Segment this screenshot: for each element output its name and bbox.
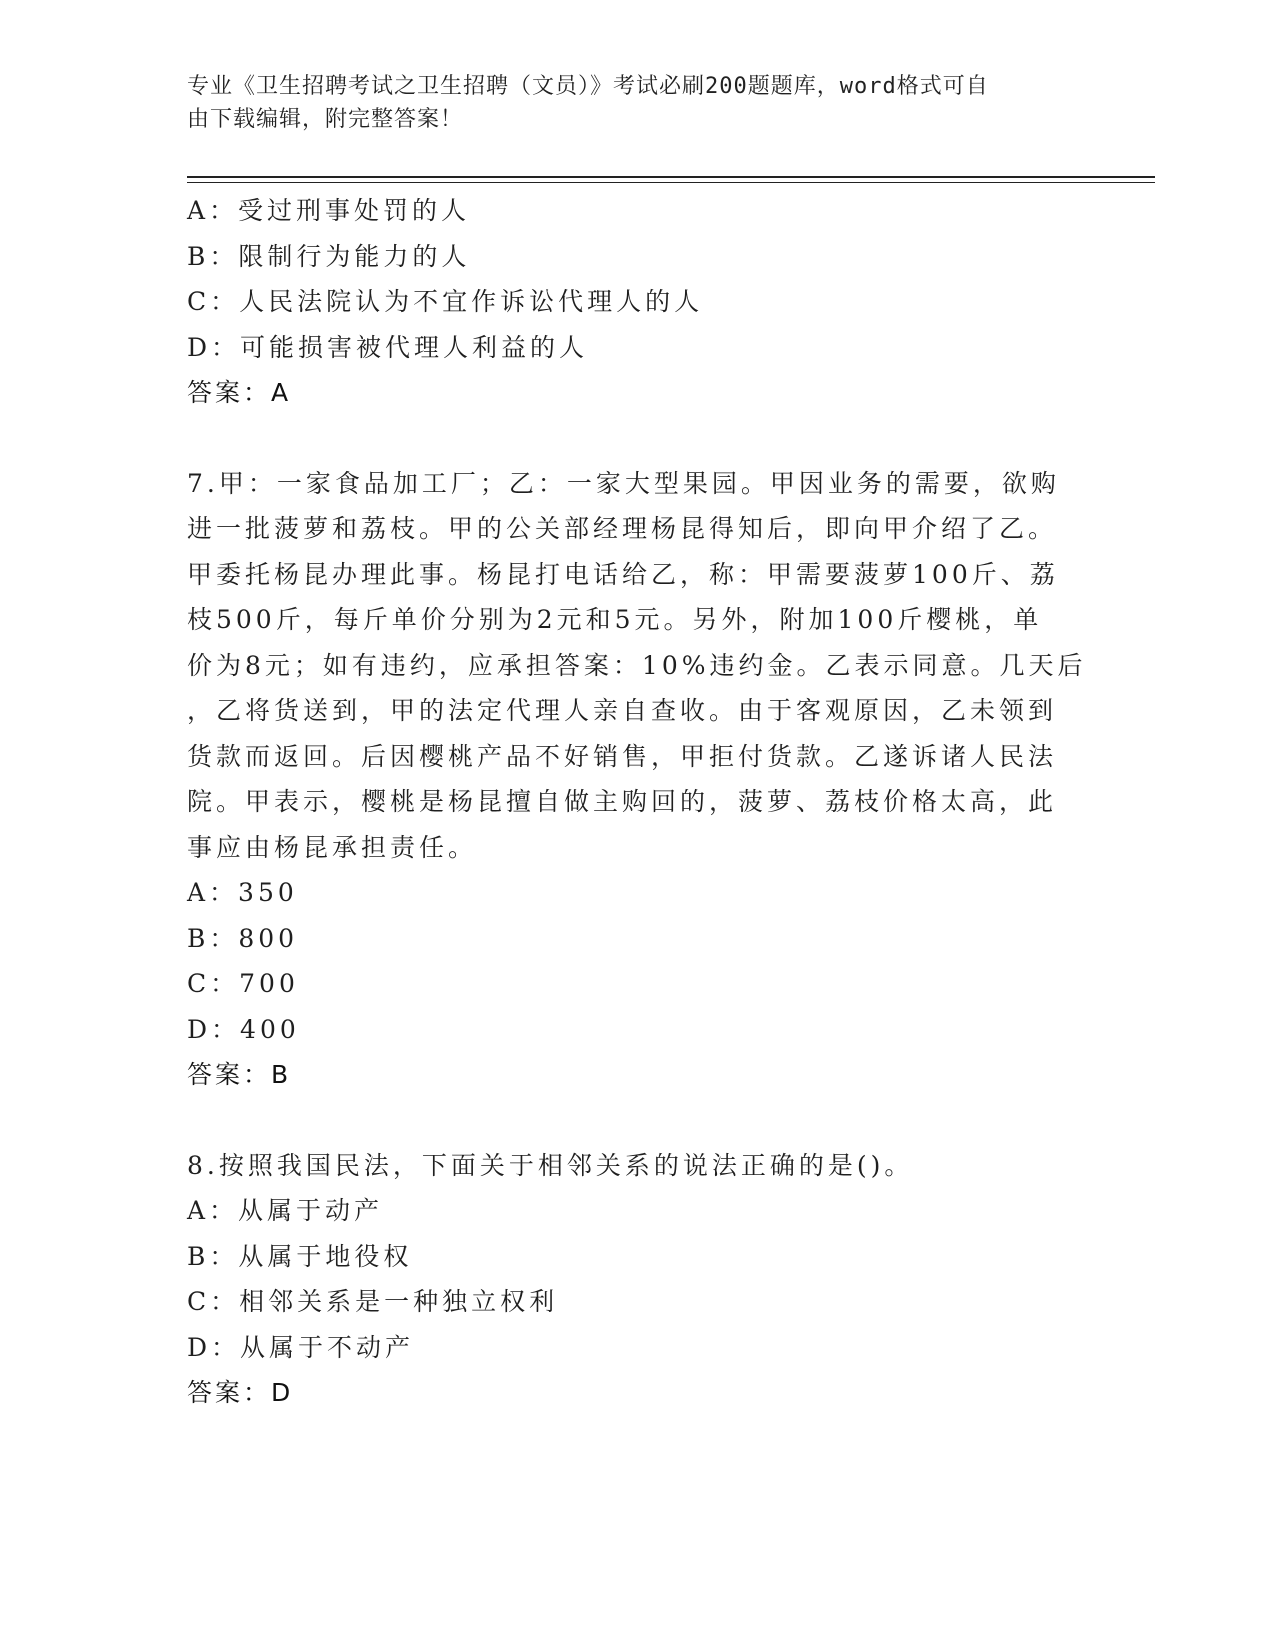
option-a: A：350 — [187, 878, 298, 907]
question-stem-line: 院。甲表示，樱桃是杨昆擅自做主购回的，菠萝、荔枝价格太高，此 — [187, 787, 1058, 816]
question-7 — [187, 461, 1087, 1098]
header-divider — [187, 176, 1155, 178]
question-stem-line: 甲委托杨昆办理此事。杨昆打电话给乙，称：甲需要菠萝100斤、荔 — [187, 559, 1059, 589]
question-stem-line: ，乙将货送到，甲的法定代理人亲自查收。由于客观原因，乙未领到 — [187, 696, 1058, 725]
question-list — [187, 188, 1087, 1416]
spacer — [187, 1098, 1087, 1143]
answer-line: 答案：A — [187, 378, 292, 407]
answer-line: 答案：B — [187, 1060, 292, 1089]
option-b: B：从属于地役权 — [187, 1241, 413, 1271]
option-a: A：受过刑事处罚的人 — [187, 196, 471, 225]
option-c: C：人民法院认为不宜作诉讼代理人的人 — [187, 287, 704, 316]
option-d: D：400 — [187, 1014, 300, 1044]
option-d: D：从属于不动产 — [187, 1332, 415, 1362]
question-stem-line: 8.按照我国民法，下面关于相邻关系的说法正确的是()。 — [187, 1150, 914, 1180]
question-stem-line: 7.甲：一家食品加工厂；乙：一家大型果园。甲因业务的需要，欲购 — [187, 468, 1060, 498]
option-c: C：相邻关系是一种独立权利 — [187, 1287, 559, 1316]
question-stem-line: 枝500斤，每斤单价分别为2元和5元。另外，附加100斤樱桃，单 — [187, 605, 1043, 634]
question-stem-line: 事应由杨昆承担责任。 — [187, 832, 478, 862]
option-b: B：限制行为能力的人 — [187, 241, 471, 271]
header-line: 由下载编辑，附完整答案！ — [187, 107, 464, 132]
question-stem-line: 价为8元；如有违约，应承担答案：10%违约金。乙表示同意。几天后 — [187, 650, 1087, 680]
question-8 — [187, 1143, 1087, 1416]
header-line: 专业《卫生招聘考试之卫生招聘（文员）》考试必刷200题题库，word格式可自 — [187, 74, 989, 99]
spacer — [187, 416, 1087, 461]
question-stem-line: 进一批菠萝和荔枝。甲的公关部经理杨昆得知后，即向甲介绍了乙。 — [187, 514, 1058, 543]
header-divider-thin — [187, 182, 1155, 183]
option-d: D：可能损害被代理人利益的人 — [187, 332, 589, 362]
option-c: C：700 — [187, 969, 299, 998]
option-a: A：从属于动产 — [187, 1196, 384, 1225]
question-6 — [187, 188, 1087, 416]
document-header — [187, 70, 1087, 136]
option-b: B：800 — [187, 923, 299, 953]
question-stem-line: 货款而返回。后因樱桃产品不好销售，甲拒付货款。乙遂诉诸人民法 — [187, 741, 1058, 771]
answer-line: 答案：D — [187, 1378, 294, 1407]
